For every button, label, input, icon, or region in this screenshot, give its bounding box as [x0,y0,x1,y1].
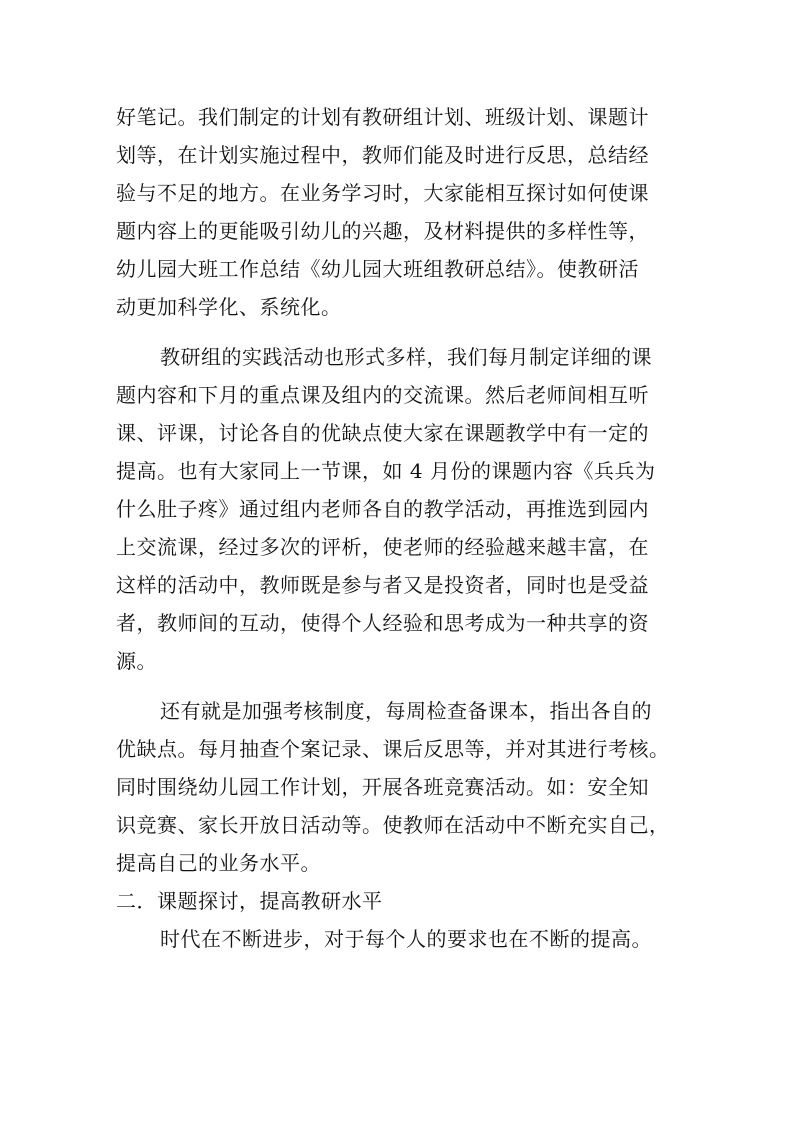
text-line: 课、评课，讨论各自的优缺点使大家在课题教学中有一定的 [116,421,649,445]
text-line: 优缺点。每月抽查个案记录、课后反思等，并对其进行考核。 [116,737,670,761]
document-body [116,98,688,958]
text-line: 源。 [116,649,157,673]
text-line: 时代在不断进步，对于每个人的要求也在不断的提高。 [160,927,652,951]
text-line: 什么肚子疼》通过组内老师各自的教学活动，再推选到园内 [116,497,649,521]
text-line: 教研组的实践活动也形式多样，我们每月制定详细的课 [160,345,652,369]
text-line: 识竞赛、家长开放日活动等。使教师在活动中不断充实自己， [116,813,670,837]
text-line: 动更加科学化、系统化。 [116,295,342,319]
text-line: 幼儿园大班工作总结《幼儿园大班组教研总结》。使教研活 [116,257,639,281]
text-line: 同时围绕幼儿园工作计划，开展各班竞赛活动。如：安全知 [116,775,649,799]
paragraph-gap [116,326,688,338]
text-line: 这样的活动中，教师既是参与者又是投资者，同时也是受益 [116,573,649,597]
text-line: 验与不足的地方。在业务学习时，大家能相互探讨如何使课 [116,181,649,205]
text-line: 题内容上的更能吸引幼儿的兴趣，及材料提供的多样性等， [116,219,649,243]
section-heading: 二．课题探讨，提高教研水平 [116,889,383,913]
text-line: 者，教师间的互动，使得个人经验和思考成为一种共享的资 [116,611,649,635]
text-line: 好笔记。我们制定的计划有教研组计划、班级计划、课题计 [116,105,649,129]
paragraph-4 [116,920,688,958]
text-line: 还有就是加强考核制度，每周检查备课本，指出各自的 [160,699,652,723]
text-line: 上交流课，经过多次的评析，使老师的经验越来越丰富，在 [116,535,649,559]
text-line: 提高。也有大家同上一节课，如 4 月份的课题内容《兵兵为 [116,459,656,483]
text-line: 划等，在计划实施过程中，教师们能及时进行反思，总结经 [116,143,649,167]
text-line: 提高自己的业务水平。 [116,851,321,875]
text-line: 题内容和下月的重点课及组内的交流课。然后老师间相互听 [116,383,649,407]
paragraph-2 [116,338,688,680]
paragraph-gap [116,680,688,692]
paragraph-1 [116,98,688,326]
paragraph-3 [116,692,688,882]
